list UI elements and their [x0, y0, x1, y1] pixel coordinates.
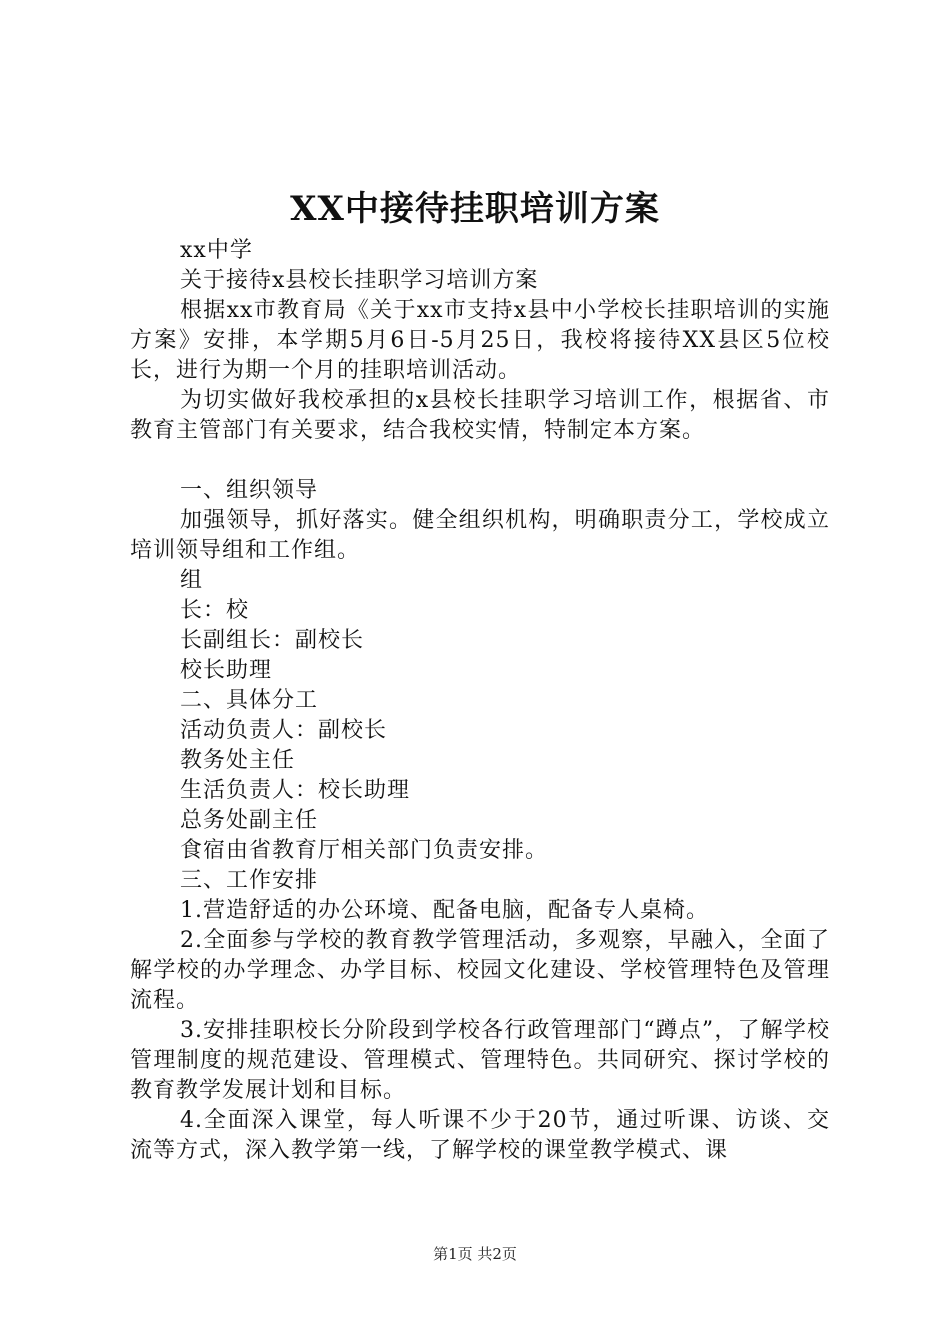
paragraph-leadership: 加强领导，抓好落实。健全组织机构，明确职责分工，学校成立培训领导组和工作组。 [130, 508, 830, 563]
line-deputy-leader: 长副组长：副校长 [180, 628, 365, 653]
line-activity-lead: 活动负责人：副校长 [180, 718, 388, 743]
line-accommodation: 食宿由省教育厅相关部门负责安排。 [180, 838, 549, 863]
paragraph-basis: 根据xx市教育局《关于xx市支持x县中小学校长挂职培训的实施方案》安排，本学期5月6日-5月25日，我校将接待XX县区5位校长，进行为期一个月的挂职培训活动。 [130, 298, 830, 383]
section-heading-organization: 一、组织领导 [180, 478, 319, 503]
item-4: 4.全面深入课堂，每人听课不少于20节，通过听课、访谈、交流等方式，深入教学第一线，了解学校的课堂教学模式、课 [130, 1108, 830, 1163]
document-title: XX中接待挂职培训方案 [290, 189, 660, 229]
line-assistant: 校长助理 [180, 658, 273, 683]
line-general-affairs: 总务处副主任 [180, 808, 319, 833]
line-living-lead: 生活负责人：校长助理 [180, 778, 411, 803]
item-2: 2.全面参与学校的教育教学管理活动，多观察，早融入，全面了解学校的办学理念、办学目标、校园文化建设、学校管理特色及管理流程。 [130, 928, 830, 1013]
document-body [130, 236, 830, 1166]
paragraph-spacer [130, 446, 830, 476]
page-number-footer: 第1页 共2页 [433, 1245, 517, 1263]
line-academic-director: 教务处主任 [180, 748, 296, 773]
paragraph-plan-name: 关于接待x县校长挂职学习培训方案 [180, 268, 539, 293]
item-3: 3.安排挂职校长分阶段到学校各行政管理部门“蹲点”，了解学校管理制度的规范建设、管理模式、管理特色。共同研究、探讨学校的教育教学发展计划和目标。 [130, 1018, 830, 1103]
item-1: 1.营造舒适的办公环境、配备电脑，配备专人桌椅。 [180, 898, 709, 923]
section-heading-arrangement: 三、工作安排 [180, 868, 319, 893]
paragraph-purpose: 为切实做好我校承担的x县校长挂职学习培训工作，根据省、市教育主管部门有关要求，结合我校实情，特制定本方案。 [130, 388, 830, 443]
line-group-leader: 长：校 [180, 598, 250, 623]
section-heading-division: 二、具体分工 [180, 688, 319, 713]
paragraph-school: xx中学 [180, 238, 253, 263]
line-group: 组 [180, 568, 204, 593]
